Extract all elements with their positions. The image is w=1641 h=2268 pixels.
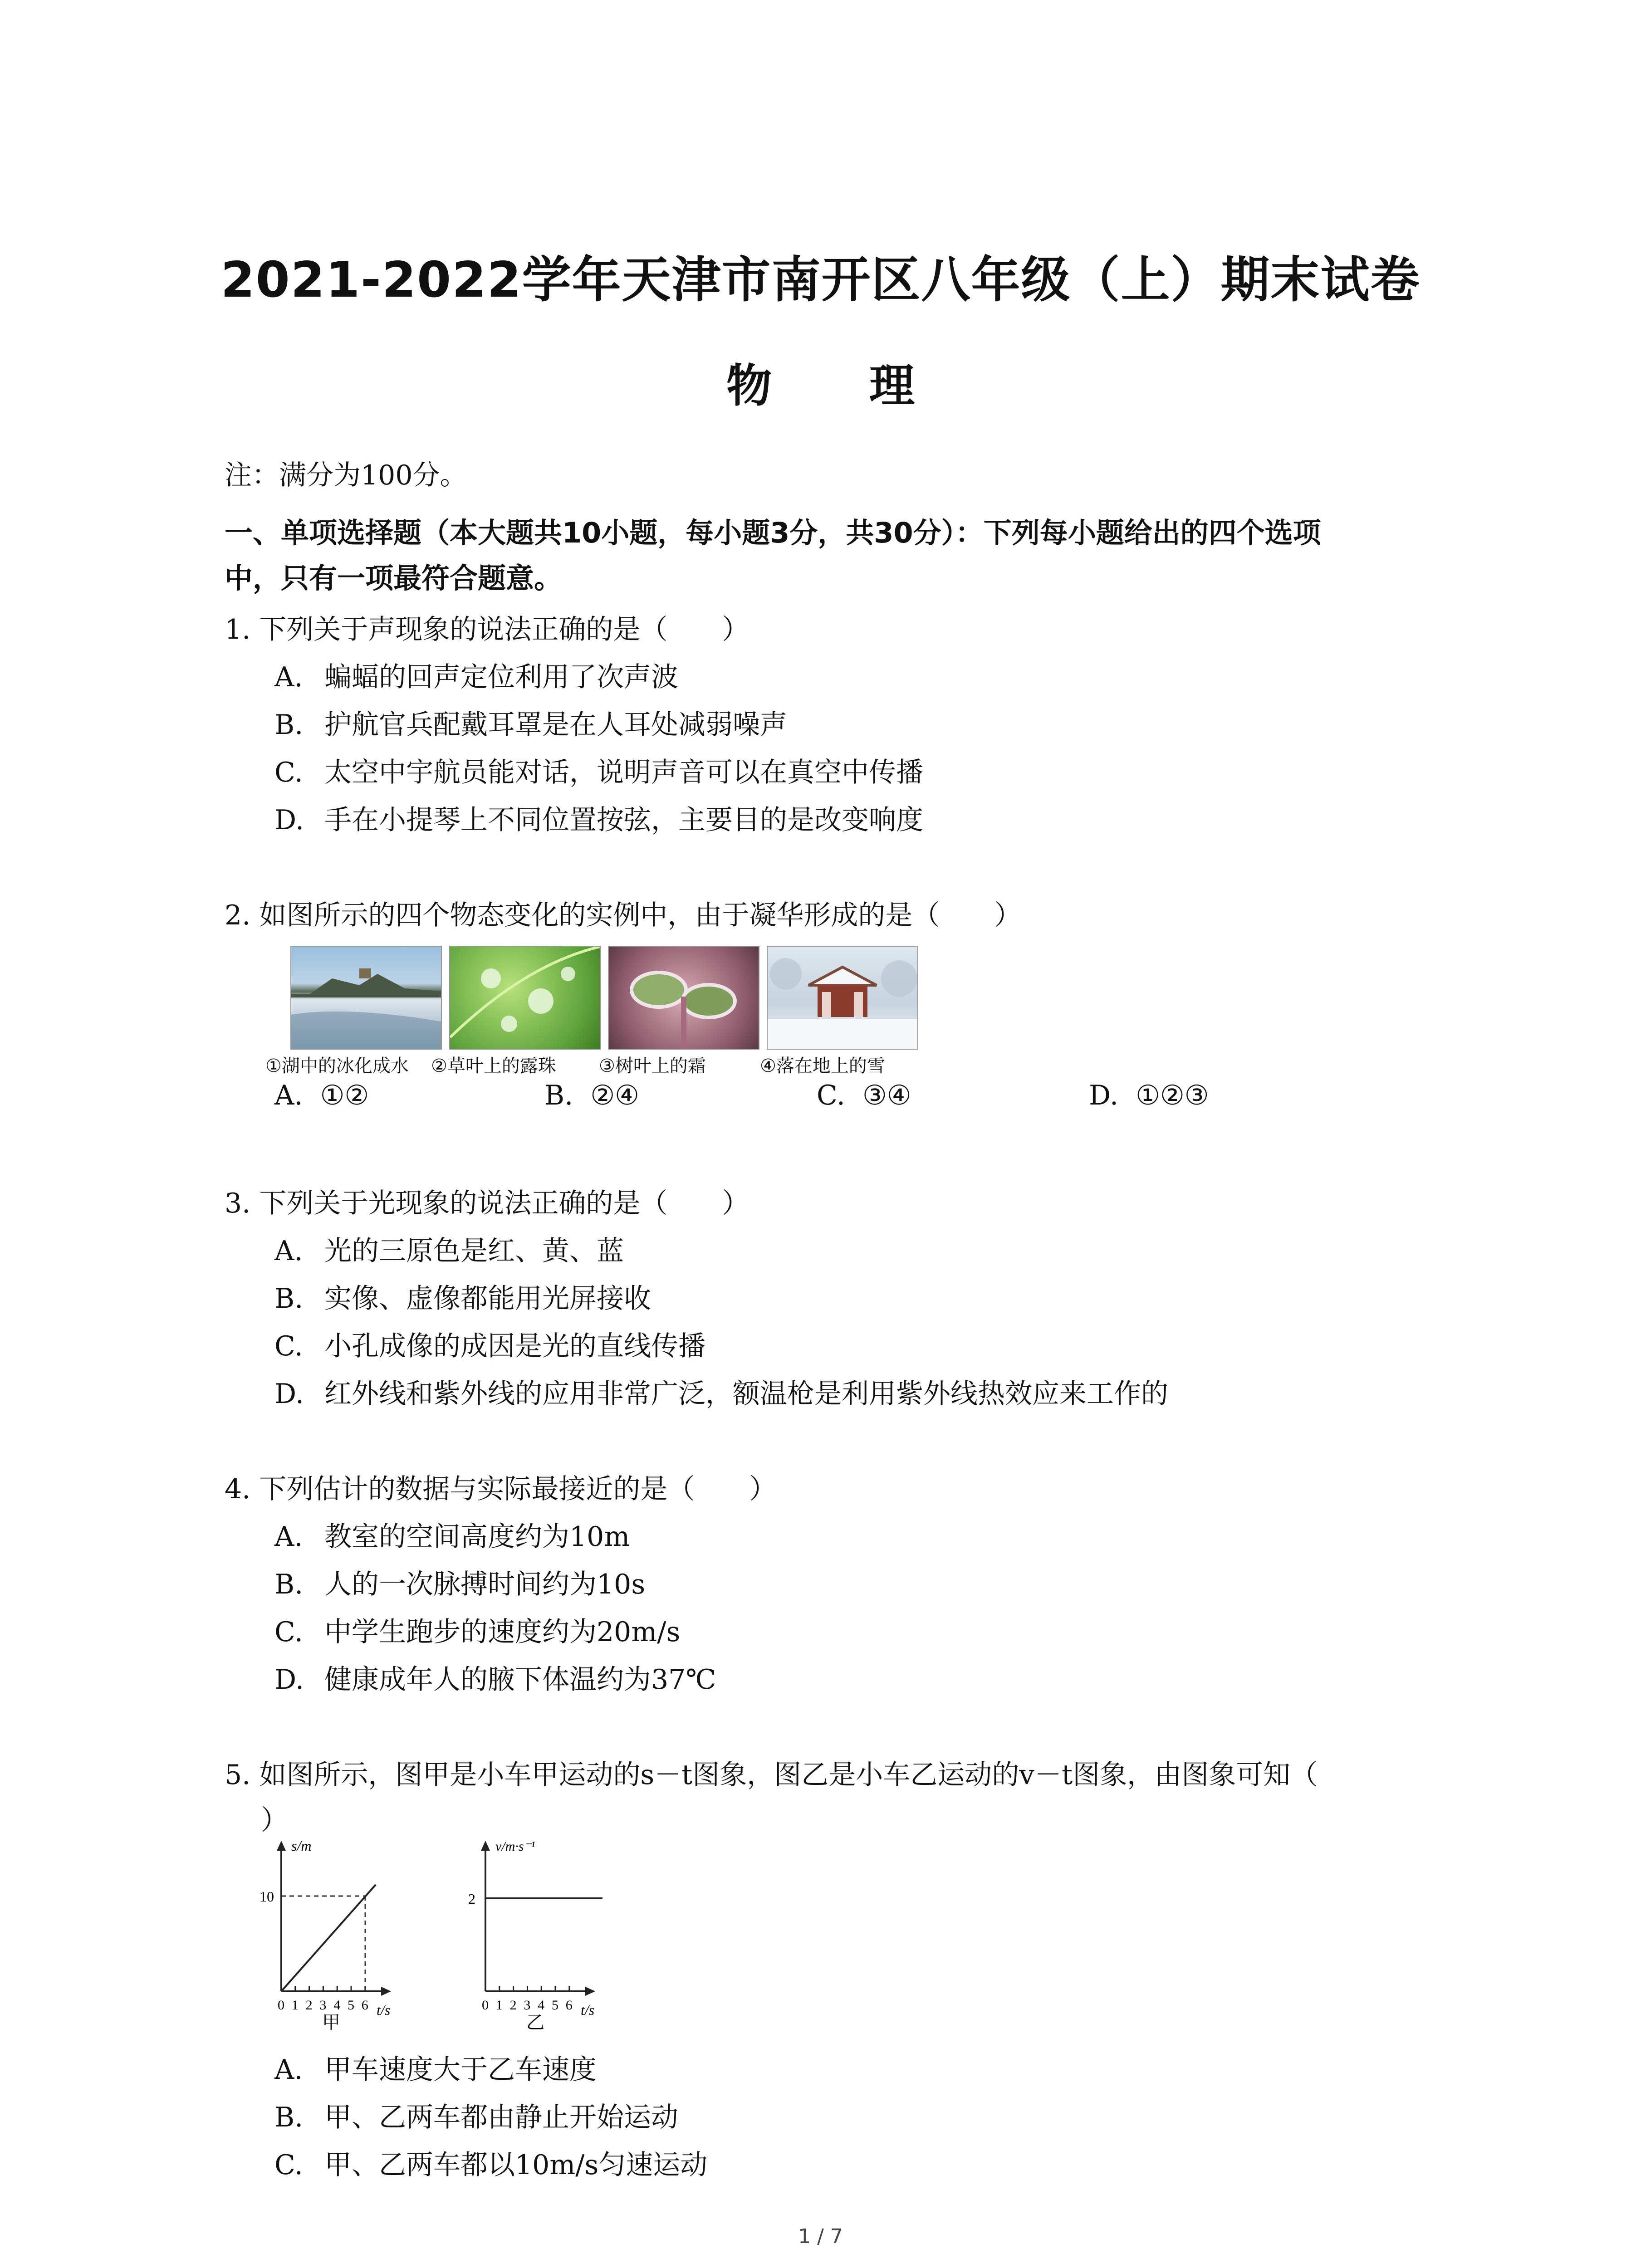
graph-yi-xtick-label-1: 1 [495, 1998, 503, 2013]
graph-yi-xlabel: t/s [581, 2002, 595, 2018]
question-3-option-d: D. 红外线和紫外线的应用非常广泛，额温枪是利用紫外线热效应来工作的 [274, 1378, 1168, 1410]
graph-jia-xtick-label-4: 4 [333, 1998, 341, 2013]
dew-drops-photo [449, 946, 601, 1050]
question-3-option-a: A. 光的三原色是红、黄、蓝 [274, 1235, 624, 1267]
question-5-option-a: A. 甲车速度大于乙车速度 [274, 2054, 597, 2086]
question-1-option-c: C. 太空中宇航员能对话，说明声音可以在真空中传播 [274, 757, 923, 788]
graph-jia-xtick-label-1: 1 [291, 1998, 299, 2013]
caption-4: ④落在地上的雪 [760, 1056, 885, 1076]
snow-pavilion-photo [767, 946, 918, 1050]
graph-yi [458, 1837, 653, 2032]
graph-yi-x-arrow [585, 1987, 595, 1996]
graph-yi-xtick-label-6: 6 [565, 1998, 573, 2013]
graph-jia [254, 1837, 426, 2032]
subject-title: 物 理 [726, 359, 955, 412]
question-4-option-b: B. 人的一次脉搏时间约为10s [274, 1569, 646, 1600]
question-1-option-d: D. 手在小提琴上不同位置按弦，主要目的是改变响度 [274, 804, 923, 836]
graph-yi-xtick-label-0: 0 [482, 1998, 489, 2013]
question-2-option-d: D. ①②③ [1089, 1080, 1209, 1111]
question-4-option-a: A. 教室的空间高度约为10m [274, 1521, 630, 1553]
graph-yi-caption: 乙 [526, 2012, 544, 2032]
ice-melting-photo [290, 946, 442, 1050]
question-5-stem-line1: 5. 如图所示，图甲是小车甲运动的s－t图象，图乙是小车乙运动的v－t图象，由图象可知（ [225, 1759, 1318, 1791]
graph-yi-ylabel: v/m·s⁻¹ [495, 1839, 535, 1854]
question-5-stem-line2: ） [261, 1804, 288, 1836]
question-3-option-b: B. 实像、虚像都能用光屏接收 [274, 1283, 651, 1315]
caption-1: ①湖中的冰化成水 [265, 1056, 409, 1076]
graph-jia-xtick-label-3: 3 [319, 1998, 327, 2013]
section-heading-line2: 中，只有一项最符合题意。 [225, 562, 563, 595]
graph-jia-line [281, 1885, 376, 1991]
graph-jia-xtick-label-0: 0 [278, 1998, 284, 2013]
graph-jia-ylabel: s/m [291, 1838, 312, 1854]
graph-yi-xtick-label-5: 5 [552, 1998, 558, 2013]
section-heading-line1: 一、单项选择题（本大题共10小题，每小题3分，共30分）：下列每小题给出的四个选项 [225, 516, 1321, 549]
question-1-option-b: B. 护航官兵配戴耳罩是在人耳处减弱噪声 [274, 709, 787, 741]
question-1-stem: 1. 下列关于声现象的说法正确的是（ ） [225, 614, 749, 645]
graph-jia-xlabel: t/s [377, 2002, 391, 2018]
caption-2: ②草叶上的露珠 [431, 1056, 556, 1076]
graph-yi-xtick-label-3: 3 [524, 1998, 531, 2013]
question-2-option-a: A. ①② [274, 1080, 369, 1111]
question-2-option-c: C. ③④ [817, 1080, 911, 1111]
graph-jia-x-arrow [381, 1987, 391, 1996]
score-note: 注：满分为100分。 [225, 459, 467, 491]
graph-jia-xtick-label-6: 6 [361, 1998, 368, 2013]
question-2-option-b: B. ②④ [544, 1080, 639, 1111]
page-title: 2021-2022学年天津市南开区八年级（上）期末试卷 [220, 252, 1421, 308]
question-3-option-c: C. 小孔成像的成因是光的直线传播 [274, 1330, 705, 1362]
graph-jia-xtick-label-2: 2 [305, 1998, 313, 2013]
question-4-option-d: D. 健康成年人的腋下体温约为37℃ [274, 1664, 716, 1696]
graph-yi-y-arrow [481, 1841, 490, 1851]
question-2-stem: 2. 如图所示的四个物态变化的实例中，由于凝华形成的是（ ） [225, 899, 1022, 931]
graph-yi-xtick-label-2: 2 [509, 1998, 517, 2013]
graph-jia-y-arrow [277, 1841, 286, 1851]
question-5-option-c: C. 甲、乙两车都以10m/s匀速运动 [274, 2149, 708, 2181]
graph-jia-xtick-label-5: 5 [348, 1998, 354, 2013]
frost-on-leaves-photo [608, 946, 759, 1050]
question-4-stem: 4. 下列估计的数据与实际最接近的是（ ） [225, 1473, 777, 1505]
graph-yi-ytick: 2 [468, 1891, 475, 1907]
question-3-stem: 3. 下列关于光现象的说法正确的是（ ） [225, 1188, 749, 1219]
graph-jia-ytick: 10 [260, 1888, 274, 1905]
graph-yi-xtick-label-4: 4 [538, 1998, 545, 2013]
graph-jia-caption: 甲 [322, 2012, 340, 2032]
question-4-option-c: C. 中学生跑步的速度约为20m/s [274, 1616, 681, 1648]
page-number: 1 / 7 [798, 2225, 843, 2248]
question-5-option-b: B. 甲、乙两车都由静止开始运动 [274, 2102, 678, 2133]
question-1-option-a: A. 蝙蝠的回声定位利用了次声波 [274, 661, 678, 693]
caption-3: ③树叶上的霜 [599, 1056, 706, 1076]
